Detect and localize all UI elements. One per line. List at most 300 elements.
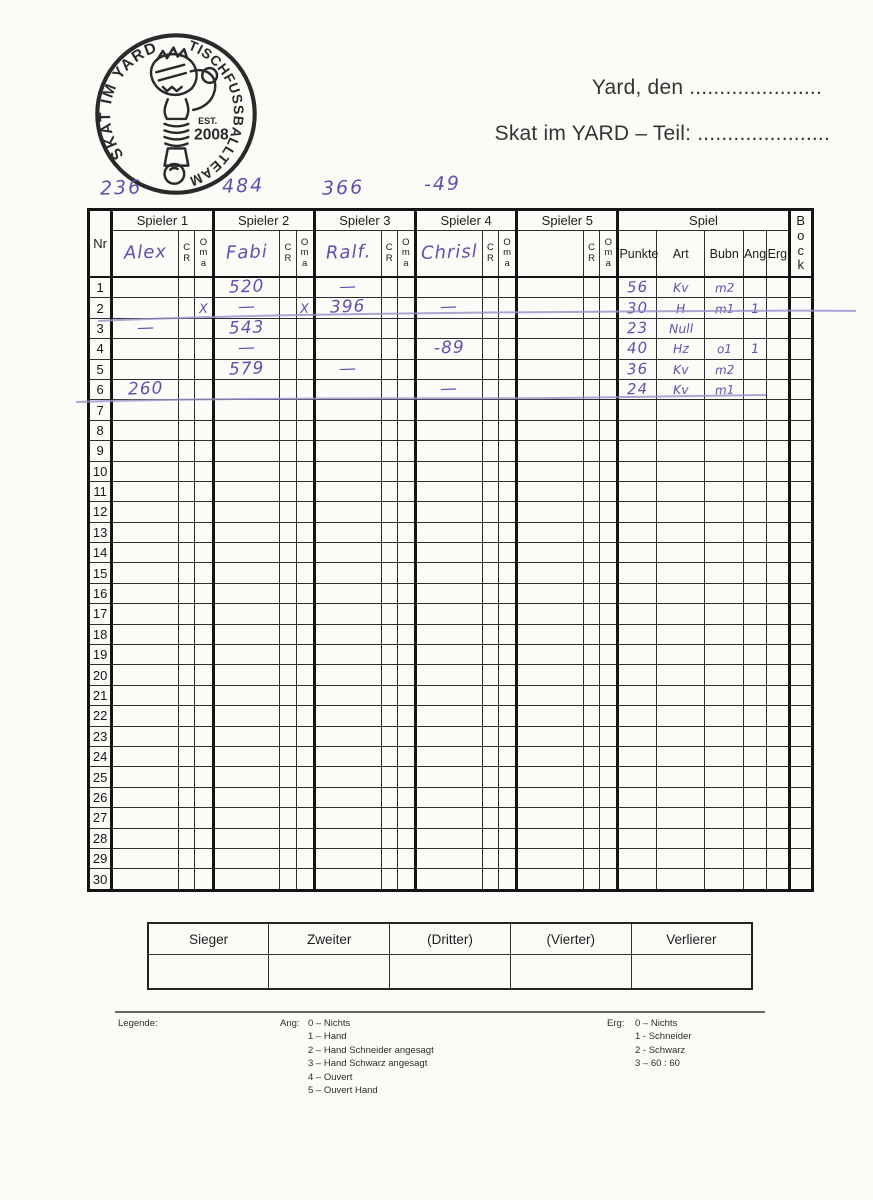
row-number: 9: [89, 441, 112, 461]
legend-ang-item: 5 – Ouvert Hand: [308, 1085, 378, 1097]
cell-r3-bock: [789, 318, 812, 338]
oma-column-header: O m a: [397, 231, 415, 278]
cell-r16-s2oma: [296, 583, 314, 603]
cell-r30-s5cr: [584, 869, 600, 890]
cell-r8-s5cr: [584, 420, 600, 440]
cell-r17-s2: [213, 604, 280, 624]
cell-r16-s4oma: [498, 583, 516, 603]
cell-r3-s4: [415, 318, 482, 338]
cell-r12-s1cr: [179, 502, 195, 522]
cell-r15-punkte: [618, 563, 656, 583]
cell-r5-s2: [213, 359, 280, 379]
cell-r15-s1: [112, 563, 179, 583]
cell-r13-s2cr: [280, 522, 296, 542]
cell-r2-s5oma: [600, 298, 618, 318]
cell-r1-s4cr: [482, 277, 498, 298]
cell-r27-s5: [517, 808, 584, 828]
cell-r23-s5oma: [600, 726, 618, 746]
cell-r7-s1: [112, 400, 179, 420]
cell-r12-erg: [767, 502, 789, 522]
cell-r11-s1: [112, 481, 179, 501]
cell-r8-s4: [415, 420, 482, 440]
cell-r13-s1: [112, 522, 179, 542]
handwritten-entry: o1: [716, 342, 732, 357]
cell-r24-s5cr: [584, 746, 600, 766]
cell-r9-s2cr: [280, 441, 296, 461]
cell-r16-punkte: [618, 583, 656, 603]
cell-r13-s5cr: [584, 522, 600, 542]
cell-r30-art: [656, 869, 705, 890]
cell-r3-s1: [112, 318, 179, 338]
cell-r1-art: [656, 277, 705, 298]
cell-r9-s5oma: [600, 441, 618, 461]
cell-r10-ang: [743, 461, 766, 481]
logo-arc-right-text: TISCHFUSSBALLTEAM: [186, 37, 248, 190]
legend-label: Legende:: [118, 1018, 158, 1029]
cell-r15-s3cr: [381, 563, 397, 583]
cell-r19-s2cr: [280, 645, 296, 665]
cell-r18-s3cr: [381, 624, 397, 644]
cell-r3-s3cr: [381, 318, 397, 338]
cell-r30-s4: [415, 869, 482, 890]
cell-r22-ang: [743, 706, 766, 726]
cell-r2-punkte: [618, 298, 656, 318]
cell-r25-s5cr: [584, 767, 600, 787]
cell-r8-punkte: [618, 420, 656, 440]
cell-r8-s4oma: [498, 420, 516, 440]
cell-r12-s3oma: [397, 502, 415, 522]
cell-r5-ang: [743, 359, 766, 379]
cell-r3-s1oma: [195, 318, 213, 338]
cell-r16-s5: [517, 583, 584, 603]
cell-r9-s4: [415, 441, 482, 461]
row-number: 16: [89, 583, 112, 603]
cell-r7-art: [656, 400, 705, 420]
result-table-container: [147, 922, 753, 990]
cell-r15-s1oma: [195, 563, 213, 583]
cell-r11-s4: [415, 481, 482, 501]
cell-r6-s4oma: [498, 379, 516, 399]
cell-r29-s4cr: [482, 848, 498, 868]
cell-r6-s1oma: [195, 379, 213, 399]
cell-r19-punkte: [618, 645, 656, 665]
handwritten-entry: 23: [626, 318, 649, 338]
cell-r22-s4: [415, 706, 482, 726]
cell-r7-bock: [789, 400, 812, 420]
cell-r6-punkte: [618, 379, 656, 399]
cell-r30-s3: [314, 869, 381, 890]
cell-r2-ang: [743, 298, 766, 318]
cell-r12-s1: [112, 502, 179, 522]
cell-r3-s2oma: [296, 318, 314, 338]
cell-r15-s3: [314, 563, 381, 583]
cell-r5-s1cr: [179, 359, 195, 379]
handwritten-entry: —: [440, 297, 459, 318]
cell-r11-s4cr: [482, 481, 498, 501]
cell-r24-s4cr: [482, 746, 498, 766]
cell-r26-erg: [767, 787, 789, 807]
cell-r1-s1oma: [195, 277, 213, 298]
cell-r17-art: [656, 604, 705, 624]
handwritten-entry: —: [136, 317, 155, 339]
cell-r1-s3: [314, 277, 381, 298]
cell-r13-bubn: [705, 522, 743, 542]
cell-r4-s1cr: [179, 339, 195, 359]
cell-r5-s2oma: [296, 359, 314, 379]
cell-r14-s1cr: [179, 543, 195, 563]
cell-r26-s5oma: [600, 787, 618, 807]
cell-r24-s3: [314, 746, 381, 766]
date-line: Yard, den ......................: [591, 76, 822, 99]
cell-r4-s5: [517, 339, 584, 359]
cell-r17-s5cr: [584, 604, 600, 624]
cell-r29-s4: [415, 848, 482, 868]
cell-r30-s3oma: [397, 869, 415, 890]
cell-r24-bubn: [705, 746, 743, 766]
row-number: 22: [89, 706, 112, 726]
handwritten-entry: —: [440, 378, 459, 400]
cell-r2-s1oma: [195, 298, 213, 318]
oma-column-header: O m a: [498, 231, 516, 278]
cell-r11-punkte: [618, 481, 656, 501]
cell-r3-s3: [314, 318, 381, 338]
cell-r10-s3cr: [381, 461, 397, 481]
logo-est-text: EST.: [198, 115, 218, 126]
cell-r4-s3: [314, 339, 381, 359]
cell-r23-s3cr: [381, 726, 397, 746]
cell-r11-s3cr: [381, 481, 397, 501]
cell-r29-s5cr: [584, 848, 600, 868]
cell-r6-s3: [314, 379, 381, 399]
cell-r11-bubn: [705, 481, 743, 501]
cell-r25-s5oma: [600, 767, 618, 787]
cell-r22-bubn: [705, 706, 743, 726]
cell-r29-s3oma: [397, 848, 415, 868]
cell-r27-s1oma: [195, 808, 213, 828]
cell-r22-s2cr: [280, 706, 296, 726]
cell-r24-s2: [213, 746, 280, 766]
cell-r23-ang: [743, 726, 766, 746]
cell-r7-s1cr: [179, 400, 195, 420]
cell-r2-bubn: [705, 298, 743, 318]
cell-r28-bock: [789, 828, 812, 848]
cell-r30-s1oma: [195, 869, 213, 890]
cell-r28-s3oma: [397, 828, 415, 848]
cell-r13-ang: [743, 522, 766, 542]
legend-erg-item: 1 - Schneider: [635, 1031, 692, 1043]
cell-r17-bubn: [705, 604, 743, 624]
row-number: 28: [89, 828, 112, 848]
sheet-title: Skat im YARD – Teil: ......................: [494, 122, 830, 145]
cell-r29-s1oma: [195, 848, 213, 868]
cell-r8-ang: [743, 420, 766, 440]
cell-r6-s2cr: [280, 379, 296, 399]
cell-r18-s2oma: [296, 624, 314, 644]
cell-r13-s3: [314, 522, 381, 542]
cell-r24-erg: [767, 746, 789, 766]
cell-r3-bubn: [705, 318, 743, 338]
handwritten-entry: —: [237, 297, 257, 318]
cell-r11-s4oma: [498, 481, 516, 501]
cell-r30-s2oma: [296, 869, 314, 890]
cell-r12-s5cr: [584, 502, 600, 522]
cell-r3-s1cr: [179, 318, 195, 338]
cell-r23-s1oma: [195, 726, 213, 746]
cell-r14-s3cr: [381, 543, 397, 563]
cell-r8-s1: [112, 420, 179, 440]
cell-r6-s1: [112, 379, 179, 399]
cell-r21-ang: [743, 685, 766, 705]
cell-r2-s1cr: [179, 298, 195, 318]
cell-r5-s1: [112, 359, 179, 379]
cell-r22-s5cr: [584, 706, 600, 726]
row-number: 17: [89, 604, 112, 624]
cell-r27-s2oma: [296, 808, 314, 828]
cell-r19-s2oma: [296, 645, 314, 665]
handwritten-entry: 579: [228, 357, 265, 380]
cell-r7-s2oma: [296, 400, 314, 420]
cell-r16-s5cr: [584, 583, 600, 603]
bock-header: B o c k: [789, 210, 812, 278]
cell-r10-art: [656, 461, 705, 481]
cell-r23-punkte: [618, 726, 656, 746]
cell-r27-bock: [789, 808, 812, 828]
cell-r10-s4oma: [498, 461, 516, 481]
player-3-header: Spieler 3: [314, 210, 415, 231]
cell-r12-ang: [743, 502, 766, 522]
cell-r19-s3: [314, 645, 381, 665]
cell-r1-bubn: [705, 277, 743, 298]
player-2-name: [213, 231, 280, 278]
cell-r18-bubn: [705, 624, 743, 644]
handwritten-player-name: Fabi: [225, 241, 269, 265]
cell-r11-art: [656, 481, 705, 501]
logo-year-text: 2008: [194, 126, 229, 144]
cell-r30-s1cr: [179, 869, 195, 890]
cell-r15-art: [656, 563, 705, 583]
cell-r14-art: [656, 543, 705, 563]
cell-r9-s2: [213, 441, 280, 461]
cell-r24-s1: [112, 746, 179, 766]
cell-r7-s2: [213, 400, 280, 420]
cell-r29-s3cr: [381, 848, 397, 868]
cell-r1-ang: [743, 277, 766, 298]
cell-r2-s5cr: [584, 298, 600, 318]
cell-r26-s5cr: [584, 787, 600, 807]
handwritten-entry: 24: [626, 379, 649, 399]
cell-r7-s3: [314, 400, 381, 420]
cell-r18-s4: [415, 624, 482, 644]
cell-r23-s1cr: [179, 726, 195, 746]
cell-r9-s1oma: [195, 441, 213, 461]
player-5-name: [517, 231, 584, 278]
cell-r7-bubn: [705, 400, 743, 420]
cell-r18-s3: [314, 624, 381, 644]
cell-r11-ang: [743, 481, 766, 501]
cell-r5-s5: [517, 359, 584, 379]
cell-r1-s1: [112, 277, 179, 298]
row-number: 20: [89, 665, 112, 685]
cell-r26-s4cr: [482, 787, 498, 807]
cell-r4-bock: [789, 339, 812, 359]
cell-r12-bock: [789, 502, 812, 522]
cell-r4-s3cr: [381, 339, 397, 359]
cell-r9-s1cr: [179, 441, 195, 461]
row-number: 4: [89, 339, 112, 359]
cell-r4-ang: [743, 339, 766, 359]
cell-r10-s2oma: [296, 461, 314, 481]
cell-r23-s5cr: [584, 726, 600, 746]
cell-r14-s2oma: [296, 543, 314, 563]
cell-r22-s3cr: [381, 706, 397, 726]
cell-r29-s1cr: [179, 848, 195, 868]
cell-r19-s3cr: [381, 645, 397, 665]
player-5-header: Spieler 5: [517, 210, 618, 231]
spiel-col-ang: Ang: [743, 231, 766, 278]
cell-r8-s2: [213, 420, 280, 440]
cell-r10-s4: [415, 461, 482, 481]
cell-r19-s1oma: [195, 645, 213, 665]
cell-r2-s2cr: [280, 298, 296, 318]
cell-r17-erg: [767, 604, 789, 624]
cell-r27-erg: [767, 808, 789, 828]
cell-r15-ang: [743, 563, 766, 583]
cell-r27-s3: [314, 808, 381, 828]
legend-ang-item: 4 – Ouvert: [308, 1071, 353, 1083]
cell-r14-bubn: [705, 543, 743, 563]
cell-r22-s1cr: [179, 706, 195, 726]
player-4-name: [415, 231, 482, 278]
cell-r7-s3oma: [397, 400, 415, 420]
cell-r26-s3oma: [397, 787, 415, 807]
cell-r24-s1oma: [195, 746, 213, 766]
cell-r20-s2cr: [280, 665, 296, 685]
cell-r7-s4cr: [482, 400, 498, 420]
cell-r15-s4: [415, 563, 482, 583]
cell-r16-art: [656, 583, 705, 603]
cell-r20-s4cr: [482, 665, 498, 685]
cell-r28-art: [656, 828, 705, 848]
cell-r15-s1cr: [179, 563, 195, 583]
cell-r5-punkte: [618, 359, 656, 379]
cell-r15-s2: [213, 563, 280, 583]
cell-r20-s4: [415, 665, 482, 685]
cell-r7-s4: [415, 400, 482, 420]
cell-r15-s5: [517, 563, 584, 583]
row-number: 18: [89, 624, 112, 644]
handwritten-player-name: Alex: [123, 241, 168, 265]
cell-r16-s2cr: [280, 583, 296, 603]
cell-r8-s3oma: [397, 420, 415, 440]
cell-r1-erg: [767, 277, 789, 298]
cell-r12-s2: [213, 502, 280, 522]
handwritten-entry: m2: [714, 362, 735, 378]
cell-r3-s4oma: [498, 318, 516, 338]
row-number: 2: [89, 298, 112, 318]
cell-r21-s2: [213, 685, 280, 705]
cell-r18-s1oma: [195, 624, 213, 644]
cell-r11-s5: [517, 481, 584, 501]
cell-r11-s1cr: [179, 481, 195, 501]
cell-r4-bubn: [705, 339, 743, 359]
cell-r8-s1oma: [195, 420, 213, 440]
cell-r10-s1oma: [195, 461, 213, 481]
cell-r23-art: [656, 726, 705, 746]
cell-r13-erg: [767, 522, 789, 542]
cell-r27-punkte: [618, 808, 656, 828]
cell-r29-s3: [314, 848, 381, 868]
cell-r19-art: [656, 645, 705, 665]
cell-r16-s1: [112, 583, 179, 603]
cell-r24-art: [656, 746, 705, 766]
cell-r25-s4cr: [482, 767, 498, 787]
legend-erg-item: 0 – Nichts: [635, 1018, 678, 1029]
cell-r11-s5oma: [600, 481, 618, 501]
cell-r23-s2: [213, 726, 280, 746]
cell-r23-bock: [789, 726, 812, 746]
cell-r17-bock: [789, 604, 812, 624]
cell-r1-s3cr: [381, 277, 397, 298]
row-number: 24: [89, 746, 112, 766]
cell-r5-s2cr: [280, 359, 296, 379]
cell-r5-bubn: [705, 359, 743, 379]
cell-r4-s5oma: [600, 339, 618, 359]
cell-r6-s4cr: [482, 379, 498, 399]
cell-r17-s3: [314, 604, 381, 624]
cell-r24-s1cr: [179, 746, 195, 766]
cell-r8-s2cr: [280, 420, 296, 440]
handwritten-total-player3: 366: [321, 176, 365, 200]
cell-r25-s1: [112, 767, 179, 787]
cell-r15-s2oma: [296, 563, 314, 583]
row-number: 7: [89, 400, 112, 420]
legend-ang-item: 0 – Nichts: [308, 1018, 351, 1029]
cell-r28-s2oma: [296, 828, 314, 848]
cell-r17-s1: [112, 604, 179, 624]
cell-r23-s3oma: [397, 726, 415, 746]
cell-r7-s2cr: [280, 400, 296, 420]
cell-r22-art: [656, 706, 705, 726]
cell-r20-ang: [743, 665, 766, 685]
cell-r19-s4cr: [482, 645, 498, 665]
cell-r14-s5: [517, 543, 584, 563]
handwritten-entry: 396: [330, 296, 367, 319]
cell-r8-s2oma: [296, 420, 314, 440]
cell-r29-erg: [767, 848, 789, 868]
cell-r22-s2: [213, 706, 280, 726]
cell-r30-s5oma: [600, 869, 618, 890]
row-number: 13: [89, 522, 112, 542]
cell-r13-punkte: [618, 522, 656, 542]
cell-r15-s5cr: [584, 563, 600, 583]
cell-r8-s5oma: [600, 420, 618, 440]
handwritten-player-name: Chrisl: [420, 241, 479, 265]
cell-r21-erg: [767, 685, 789, 705]
cell-r14-s4: [415, 543, 482, 563]
cell-r15-s5oma: [600, 563, 618, 583]
cell-r9-punkte: [618, 441, 656, 461]
oma-column-header: O m a: [296, 231, 314, 278]
cell-r27-s2cr: [280, 808, 296, 828]
cell-r22-s3oma: [397, 706, 415, 726]
cell-r29-s5oma: [600, 848, 618, 868]
cell-r9-s5cr: [584, 441, 600, 461]
cell-r26-s2cr: [280, 787, 296, 807]
cell-r14-s4cr: [482, 543, 498, 563]
row-number: 19: [89, 645, 112, 665]
cell-r14-erg: [767, 543, 789, 563]
cell-r19-s1cr: [179, 645, 195, 665]
